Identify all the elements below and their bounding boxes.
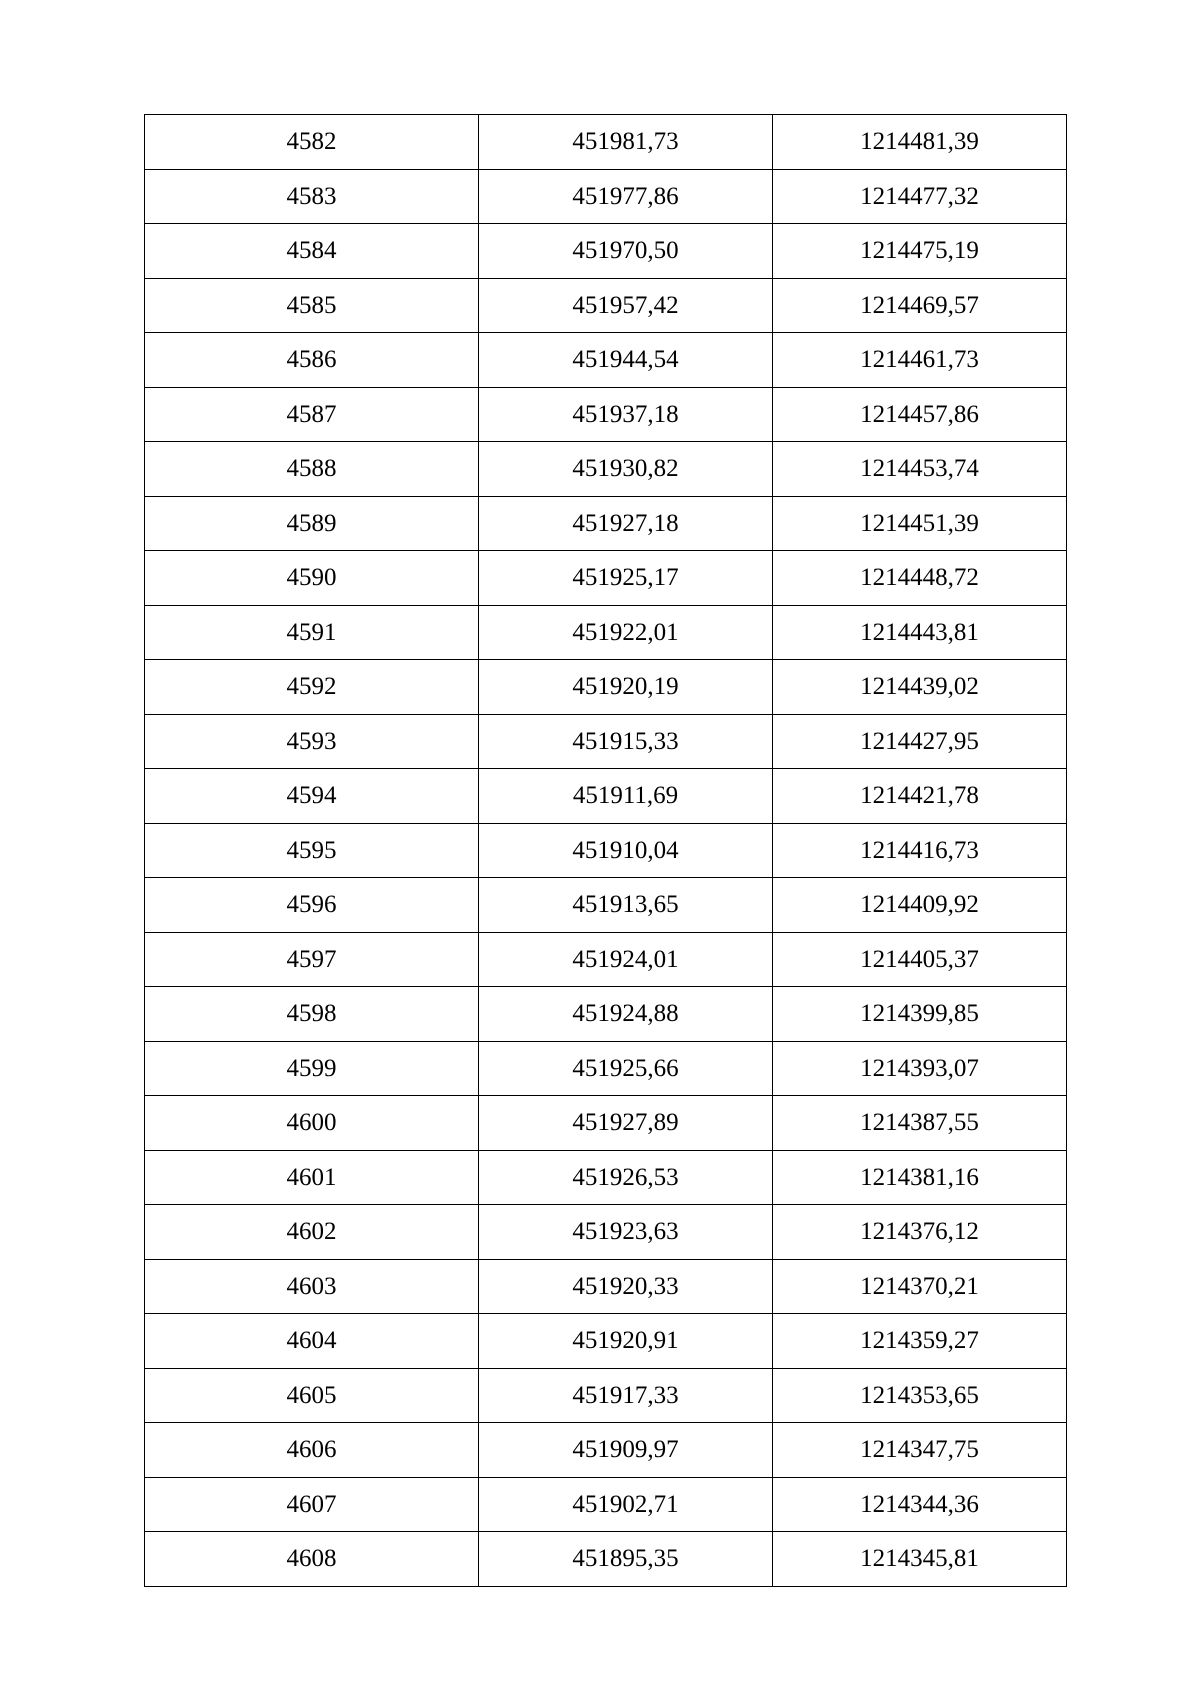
- table-row: [145, 1477, 1067, 1532]
- x-coordinate-cell: 451915,33: [479, 714, 773, 769]
- y-coordinate-cell: 1214344,36: [773, 1477, 1067, 1532]
- point-number-cell: 4586: [145, 333, 479, 388]
- point-number-cell: 4588: [145, 442, 479, 497]
- table-row: [145, 115, 1067, 170]
- x-coordinate-cell: 451920,19: [479, 660, 773, 715]
- y-coordinate-cell: 1214439,02: [773, 660, 1067, 715]
- table-row: [145, 551, 1067, 606]
- y-coordinate-cell: 1214457,86: [773, 387, 1067, 442]
- x-coordinate-cell: 451977,86: [479, 169, 773, 224]
- x-coordinate-cell: 451927,89: [479, 1096, 773, 1151]
- point-number-cell: 4589: [145, 496, 479, 551]
- y-coordinate-cell: 1214399,85: [773, 987, 1067, 1042]
- table-row: [145, 1532, 1067, 1587]
- point-number-cell: 4595: [145, 823, 479, 878]
- x-coordinate-cell: 451970,50: [479, 224, 773, 279]
- point-number-cell: 4594: [145, 769, 479, 824]
- x-coordinate-cell: 451944,54: [479, 333, 773, 388]
- point-number-cell: 4590: [145, 551, 479, 606]
- point-number-cell: 4583: [145, 169, 479, 224]
- x-coordinate-cell: 451917,33: [479, 1368, 773, 1423]
- point-number-cell: 4585: [145, 278, 479, 333]
- x-coordinate-cell: 451930,82: [479, 442, 773, 497]
- table-row: [145, 1096, 1067, 1151]
- y-coordinate-cell: 1214347,75: [773, 1423, 1067, 1478]
- x-coordinate-cell: 451909,97: [479, 1423, 773, 1478]
- y-coordinate-cell: 1214421,78: [773, 769, 1067, 824]
- x-coordinate-cell: 451924,01: [479, 932, 773, 987]
- table-row: [145, 1259, 1067, 1314]
- x-coordinate-cell: 451922,01: [479, 605, 773, 660]
- point-number-cell: 4587: [145, 387, 479, 442]
- y-coordinate-cell: 1214427,95: [773, 714, 1067, 769]
- point-number-cell: 4584: [145, 224, 479, 279]
- table-row: [145, 660, 1067, 715]
- x-coordinate-cell: 451913,65: [479, 878, 773, 933]
- x-coordinate-cell: 451924,88: [479, 987, 773, 1042]
- table-row: [145, 1368, 1067, 1423]
- x-coordinate-cell: 451925,66: [479, 1041, 773, 1096]
- point-number-cell: 4607: [145, 1477, 479, 1532]
- table-row: [145, 714, 1067, 769]
- y-coordinate-cell: 1214345,81: [773, 1532, 1067, 1587]
- point-number-cell: 4599: [145, 1041, 479, 1096]
- x-coordinate-cell: 451925,17: [479, 551, 773, 606]
- table-row: [145, 1150, 1067, 1205]
- x-coordinate-cell: 451927,18: [479, 496, 773, 551]
- x-coordinate-cell: 451895,35: [479, 1532, 773, 1587]
- point-number-cell: 4608: [145, 1532, 479, 1587]
- x-coordinate-cell: 451926,53: [479, 1150, 773, 1205]
- x-coordinate-cell: 451902,71: [479, 1477, 773, 1532]
- y-coordinate-cell: 1214359,27: [773, 1314, 1067, 1369]
- table-row: [145, 1423, 1067, 1478]
- point-number-cell: 4582: [145, 115, 479, 170]
- x-coordinate-cell: 451910,04: [479, 823, 773, 878]
- point-number-cell: 4593: [145, 714, 479, 769]
- y-coordinate-cell: 1214381,16: [773, 1150, 1067, 1205]
- y-coordinate-cell: 1214409,92: [773, 878, 1067, 933]
- y-coordinate-cell: 1214477,32: [773, 169, 1067, 224]
- y-coordinate-cell: 1214353,65: [773, 1368, 1067, 1423]
- table-row: [145, 878, 1067, 933]
- table-row: [145, 1041, 1067, 1096]
- y-coordinate-cell: 1214405,37: [773, 932, 1067, 987]
- table-row: [145, 987, 1067, 1042]
- y-coordinate-cell: 1214393,07: [773, 1041, 1067, 1096]
- table-row: [145, 1314, 1067, 1369]
- table-row: [145, 169, 1067, 224]
- table-row: [145, 278, 1067, 333]
- coordinates-table-body: [145, 115, 1067, 1587]
- y-coordinate-cell: 1214461,73: [773, 333, 1067, 388]
- y-coordinate-cell: 1214451,39: [773, 496, 1067, 551]
- point-number-cell: 4600: [145, 1096, 479, 1151]
- y-coordinate-cell: 1214475,19: [773, 224, 1067, 279]
- x-coordinate-cell: 451911,69: [479, 769, 773, 824]
- y-coordinate-cell: 1214370,21: [773, 1259, 1067, 1314]
- point-number-cell: 4605: [145, 1368, 479, 1423]
- y-coordinate-cell: 1214448,72: [773, 551, 1067, 606]
- table-row: [145, 605, 1067, 660]
- y-coordinate-cell: 1214416,73: [773, 823, 1067, 878]
- point-number-cell: 4598: [145, 987, 479, 1042]
- table-row: [145, 769, 1067, 824]
- table-row: [145, 442, 1067, 497]
- x-coordinate-cell: 451957,42: [479, 278, 773, 333]
- x-coordinate-cell: 451937,18: [479, 387, 773, 442]
- y-coordinate-cell: 1214443,81: [773, 605, 1067, 660]
- point-number-cell: 4604: [145, 1314, 479, 1369]
- point-number-cell: 4602: [145, 1205, 479, 1260]
- x-coordinate-cell: 451981,73: [479, 115, 773, 170]
- table-row: [145, 333, 1067, 388]
- x-coordinate-cell: 451920,33: [479, 1259, 773, 1314]
- y-coordinate-cell: 1214453,74: [773, 442, 1067, 497]
- point-number-cell: 4606: [145, 1423, 479, 1478]
- point-number-cell: 4592: [145, 660, 479, 715]
- coordinates-table: [144, 114, 1067, 1587]
- point-number-cell: 4591: [145, 605, 479, 660]
- point-number-cell: 4596: [145, 878, 479, 933]
- point-number-cell: 4597: [145, 932, 479, 987]
- table-row: [145, 932, 1067, 987]
- point-number-cell: 4601: [145, 1150, 479, 1205]
- y-coordinate-cell: 1214387,55: [773, 1096, 1067, 1151]
- table-row: [145, 496, 1067, 551]
- table-row: [145, 1205, 1067, 1260]
- table-row: [145, 823, 1067, 878]
- x-coordinate-cell: 451923,63: [479, 1205, 773, 1260]
- y-coordinate-cell: 1214376,12: [773, 1205, 1067, 1260]
- table-row: [145, 224, 1067, 279]
- point-number-cell: 4603: [145, 1259, 479, 1314]
- y-coordinate-cell: 1214469,57: [773, 278, 1067, 333]
- table-row: [145, 387, 1067, 442]
- y-coordinate-cell: 1214481,39: [773, 115, 1067, 170]
- x-coordinate-cell: 451920,91: [479, 1314, 773, 1369]
